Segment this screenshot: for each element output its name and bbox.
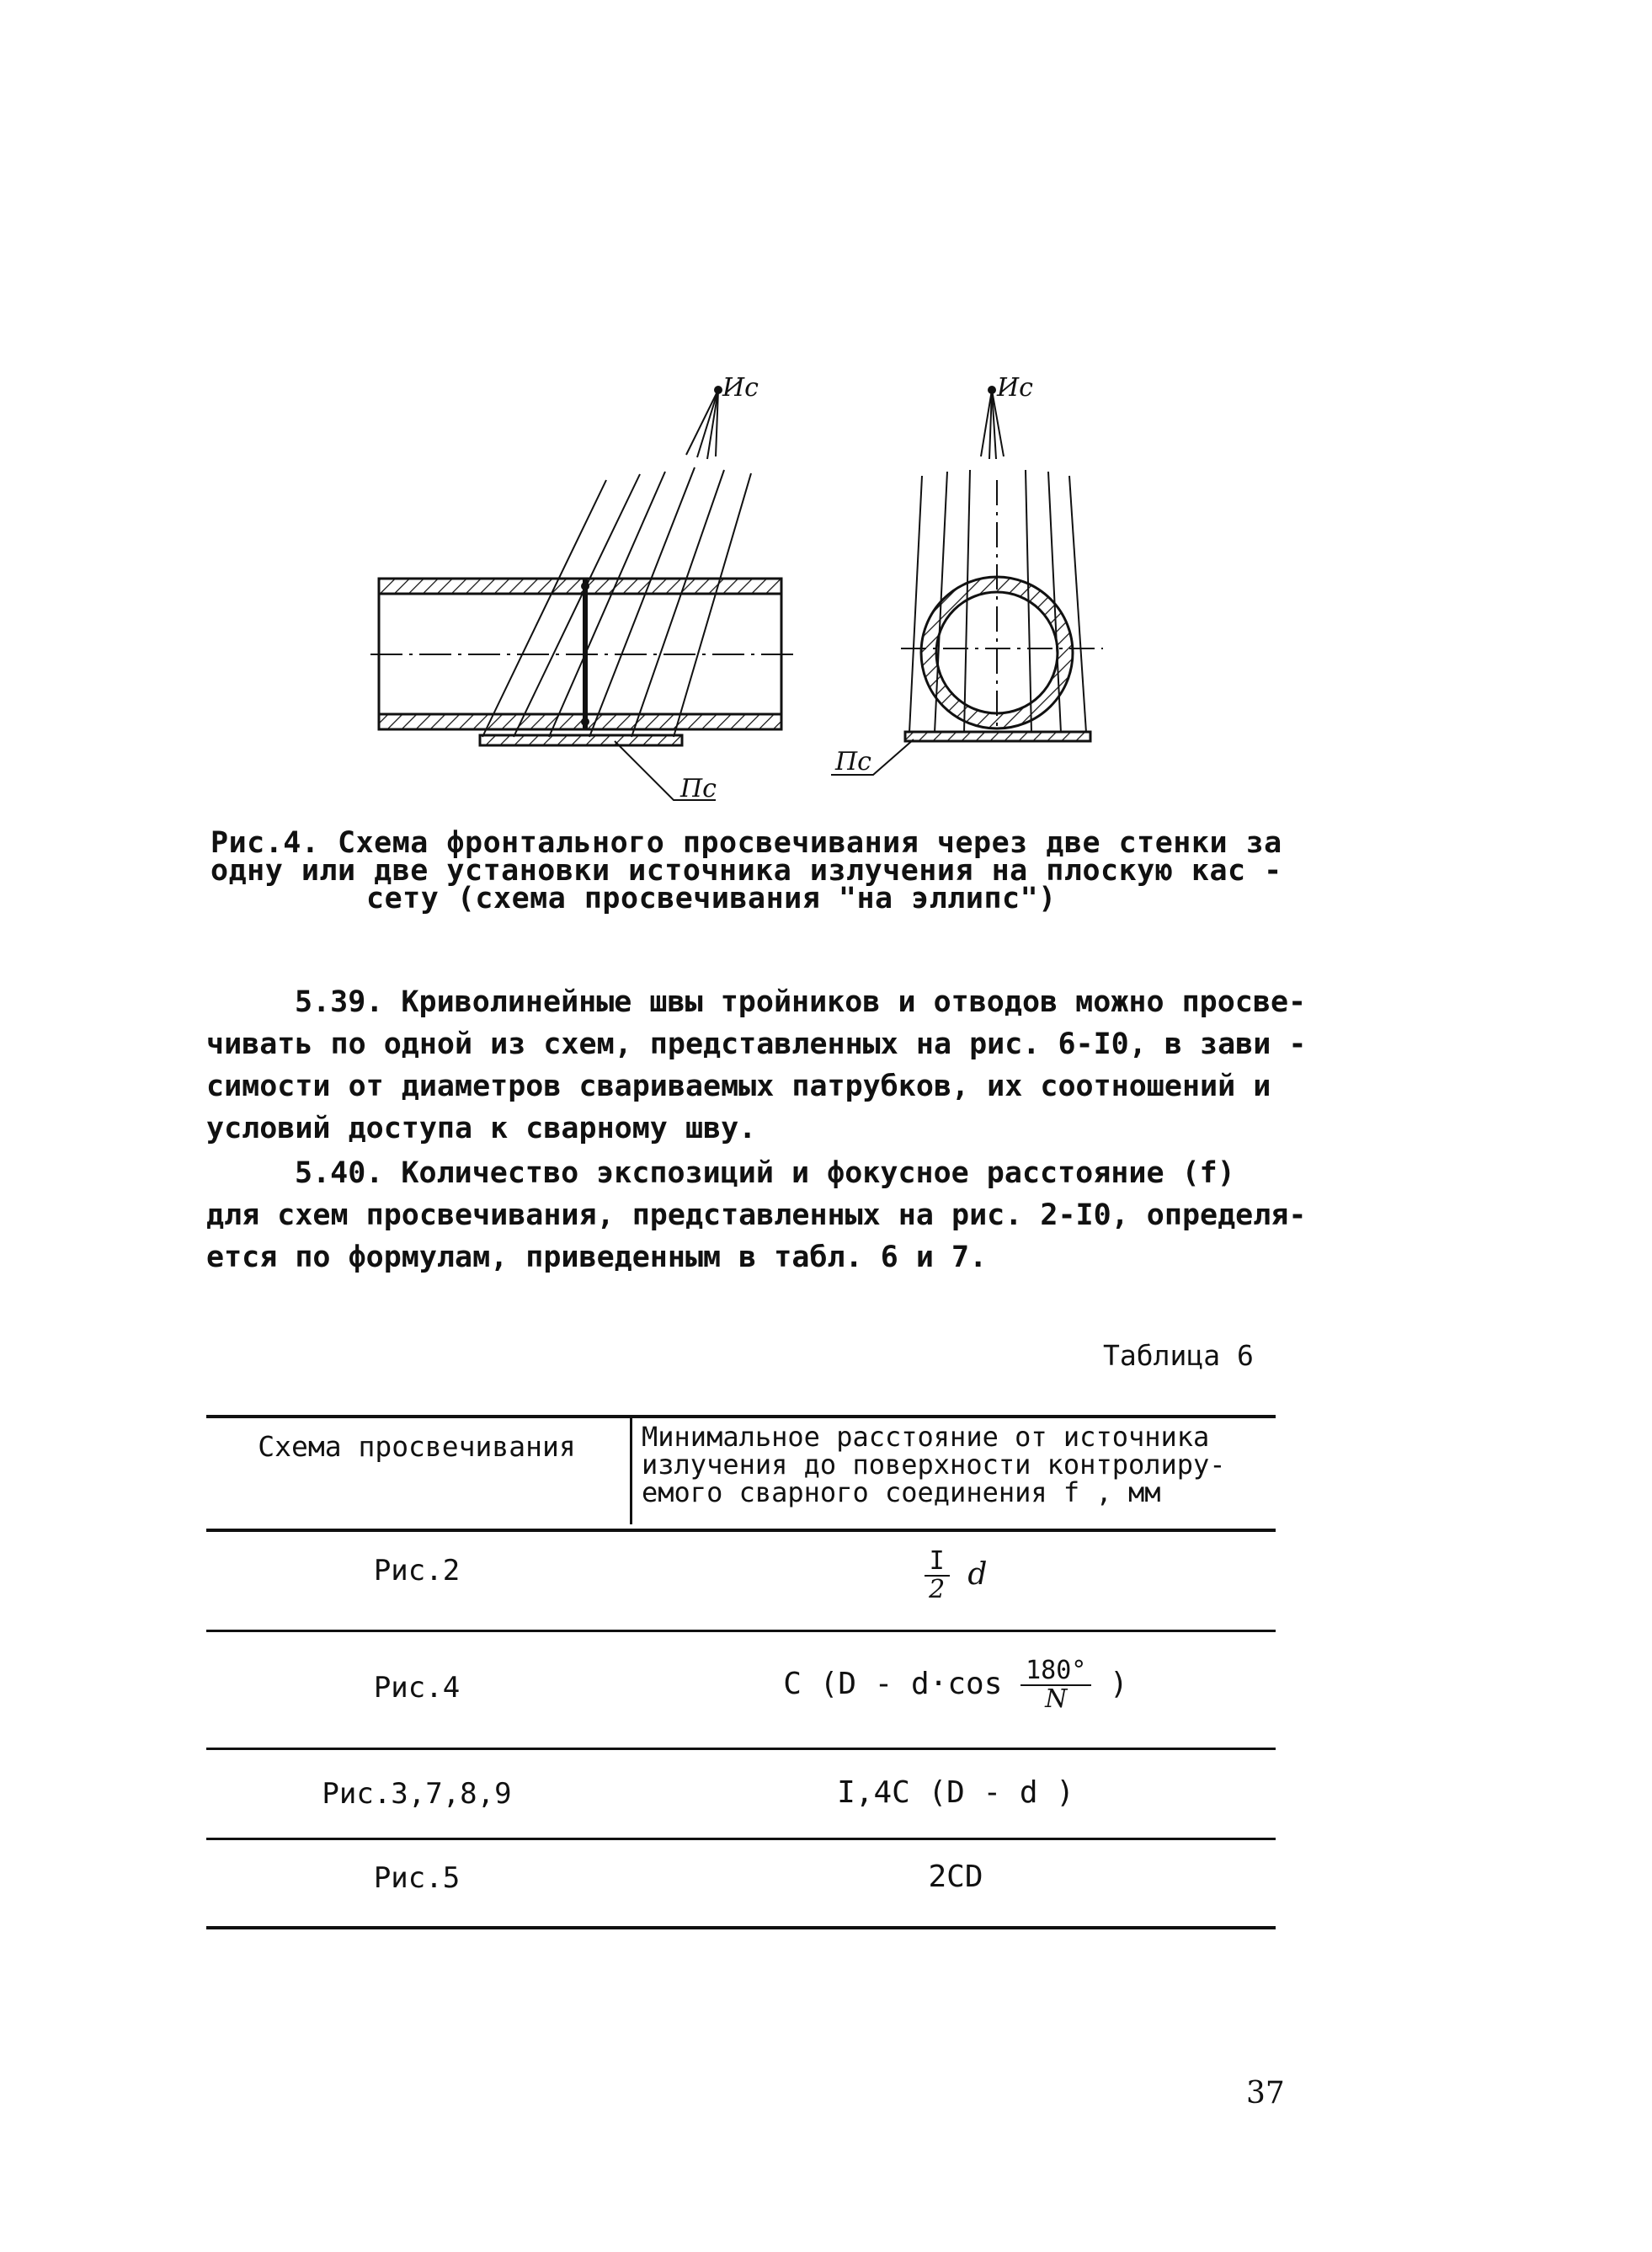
source-label-right: Ис xyxy=(997,373,1033,403)
header-line: емого сварного соединения f , мм xyxy=(642,1476,1161,1508)
film-label-left: Пс xyxy=(680,774,717,803)
formula-fraction xyxy=(1021,1657,1091,1713)
formula-fraction xyxy=(925,1548,950,1604)
table-cell-formula xyxy=(631,1657,1280,1713)
source-label-left: Ис xyxy=(722,373,759,403)
radiography-scheme-svg xyxy=(362,354,1154,808)
paragraph-5-39 xyxy=(206,981,1307,1150)
paragraph-line: чивать по одной из схем, представленных на рис. 6-I0, в зави - xyxy=(206,1027,1307,1061)
table-row-rule xyxy=(206,1748,1276,1750)
paragraph-5-40 xyxy=(206,1152,1307,1278)
paragraph-line: симости от диаметров свариваемых патрубков, их соотношений и xyxy=(206,1070,1271,1103)
table-bottom-rule xyxy=(206,1926,1276,1929)
pipe-side-view xyxy=(370,373,796,803)
figure-caption xyxy=(210,826,1282,915)
table-cell-formula xyxy=(631,1548,1280,1604)
table-cell-scheme: Рис.5 xyxy=(373,1861,461,1895)
formula-variable: d xyxy=(967,1557,988,1592)
table-row-rule xyxy=(206,1630,1276,1632)
fraction-numerator: 180° xyxy=(1021,1657,1091,1686)
caption-line: Рис.4. Схема фронтального просвечивания через две стенки за xyxy=(210,826,1282,860)
table-header-rule xyxy=(206,1529,1276,1532)
paragraph-line: для схем просвечивания, представленных на рис. 2-I0, определя- xyxy=(206,1198,1307,1232)
formula-suffix: ) xyxy=(1110,1667,1128,1701)
paragraph-line: условий доступа к сварному шву. xyxy=(206,1112,757,1145)
film-label-right: Пс xyxy=(835,747,871,776)
paragraph-line: 5.40. Количество экспозиций и фокусное расстояние (f) xyxy=(295,1156,1235,1190)
page-number: 37 xyxy=(1246,2076,1285,2111)
fraction-denominator: N xyxy=(1045,1684,1068,1714)
table-row-rule xyxy=(206,1838,1276,1840)
figure-4-diagram xyxy=(362,354,1154,808)
table-cell-scheme: Рис.3,7,8,9 xyxy=(322,1777,512,1811)
table-cell-formula: I,4С (D - d ) xyxy=(837,1775,1074,1810)
paragraph-line: ется по формулам, приведенным в табл. 6 и 7. xyxy=(206,1241,988,1274)
table-cell-formula: 2СD xyxy=(928,1860,983,1894)
fraction-denominator: 2 xyxy=(929,1575,946,1604)
caption-line: сету (схема просвечивания "на эллипс") xyxy=(366,882,1057,915)
table-cell-scheme: Рис.2 xyxy=(373,1554,461,1588)
table-title: Таблица 6 xyxy=(1103,1339,1254,1372)
pipe-cross-section xyxy=(831,373,1103,776)
formula-prefix: С (D - d·cos xyxy=(783,1667,1003,1701)
header-line: Минимальное расстояние от источника xyxy=(642,1421,1210,1453)
table-header-divider xyxy=(630,1415,632,1524)
paragraph-line: 5.39. Криволинейные швы тройников и отводов можно просве- xyxy=(295,985,1307,1019)
table-cell-scheme: Рис.4 xyxy=(373,1671,461,1705)
header-line: излучения до поверхности контролиру- xyxy=(642,1449,1226,1481)
caption-line: одну или две установки источника излучения на плоскую кас - xyxy=(210,854,1282,888)
table-top-rule xyxy=(206,1415,1276,1418)
table-header-distance xyxy=(642,1423,1282,1507)
table-header-scheme: Схема просвечивания xyxy=(258,1430,576,1463)
fraction-numerator: I xyxy=(925,1548,950,1577)
